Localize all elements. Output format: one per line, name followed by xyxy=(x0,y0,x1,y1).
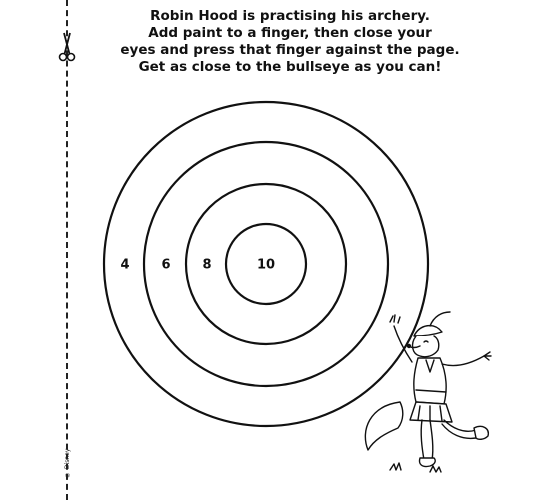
robin-hood-illustration xyxy=(360,310,500,480)
instructions-line-3: eyes and press that finger against the page. xyxy=(120,42,460,58)
score-label-4: 4 xyxy=(120,257,130,273)
instructions-line-1: Robin Hood is practising his archery. xyxy=(150,8,430,24)
instructions-line-2: Add paint to a finger, then close your xyxy=(148,25,432,41)
score-label-6: 6 xyxy=(161,257,171,273)
score-label-8: 8 xyxy=(202,257,212,273)
score-label-10: 10 xyxy=(256,257,276,273)
copyright-notice: © Disney xyxy=(64,448,71,478)
instructions-line-4: Get as close to the bullseye as you can! xyxy=(138,59,442,75)
